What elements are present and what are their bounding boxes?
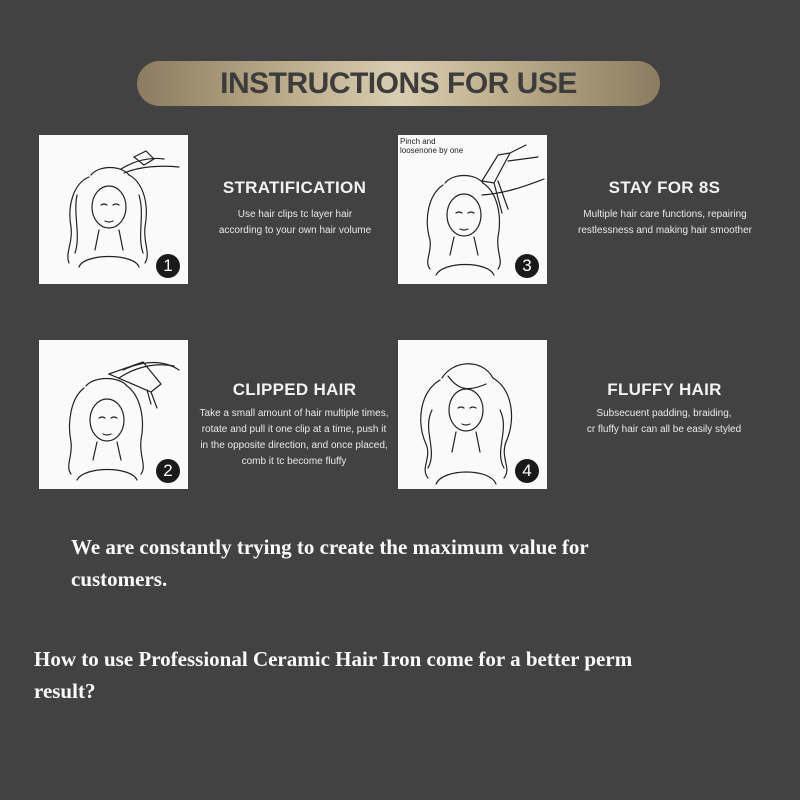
step-2-line-2: rotate and pull it one clip at a time, push it: [201, 424, 387, 435]
step-4-illustration: [398, 340, 547, 489]
banner-title: INSTRUCTIONS FOR USE: [220, 66, 577, 100]
step-4-title: FLUFFY HAIR: [607, 380, 722, 399]
step-2-title: CLIPPED HAIR: [232, 380, 357, 399]
usage-question-line-2: result?: [34, 679, 96, 703]
step-2-line-3: in the opposite direction, and once placed,: [200, 440, 388, 451]
step-3-illustration: [398, 135, 547, 284]
step-number-badge: 3: [515, 254, 539, 278]
step-number-badge: 2: [156, 459, 180, 483]
step-4-description: [564, 406, 764, 438]
step-3-line-1: Multiple hair care functions, repairing: [583, 209, 747, 220]
pinch-note-line-1: Pinch and: [400, 137, 436, 146]
step-1-line-2: according to your own hair volume: [218, 225, 372, 236]
step-1-illustration: [39, 135, 188, 284]
step-2-line-4: comb it tc become fluffy: [241, 456, 347, 467]
usage-question-line-1: How to use Professional Ceramic Hair Iron come for a better perm: [34, 647, 633, 671]
step-4-line-1: Subsecuent padding, braiding,: [596, 408, 732, 419]
pinch-note-line-2: loosenone by one: [400, 146, 464, 155]
step-4-line-2: cr fluffy hair can all be easily styled: [586, 424, 742, 435]
step-2-description: [196, 406, 392, 470]
value-statement: [71, 531, 771, 595]
step-1-line-1: Use hair clips tc layer hair: [237, 209, 353, 220]
step-3-description: [560, 207, 770, 239]
step-1-description: [200, 207, 390, 239]
step-2-line-1: Take a small amount of hair multiple times,: [199, 408, 389, 419]
usage-question: [34, 643, 794, 707]
step-number-badge: 4: [515, 459, 539, 483]
step-number-badge: 1: [156, 254, 180, 278]
value-statement-line-1: We are constantly trying to create the maximum value for: [71, 535, 589, 559]
step-2-illustration: [39, 340, 188, 489]
instructions-banner: [137, 61, 660, 106]
step-1-title: STRATIFICATION: [222, 178, 367, 197]
step-3-line-2: restlessness and making hair smoother: [578, 225, 752, 236]
value-statement-line-2: customers.: [71, 567, 168, 591]
step-3-title: STAY FOR 8S: [608, 178, 721, 197]
